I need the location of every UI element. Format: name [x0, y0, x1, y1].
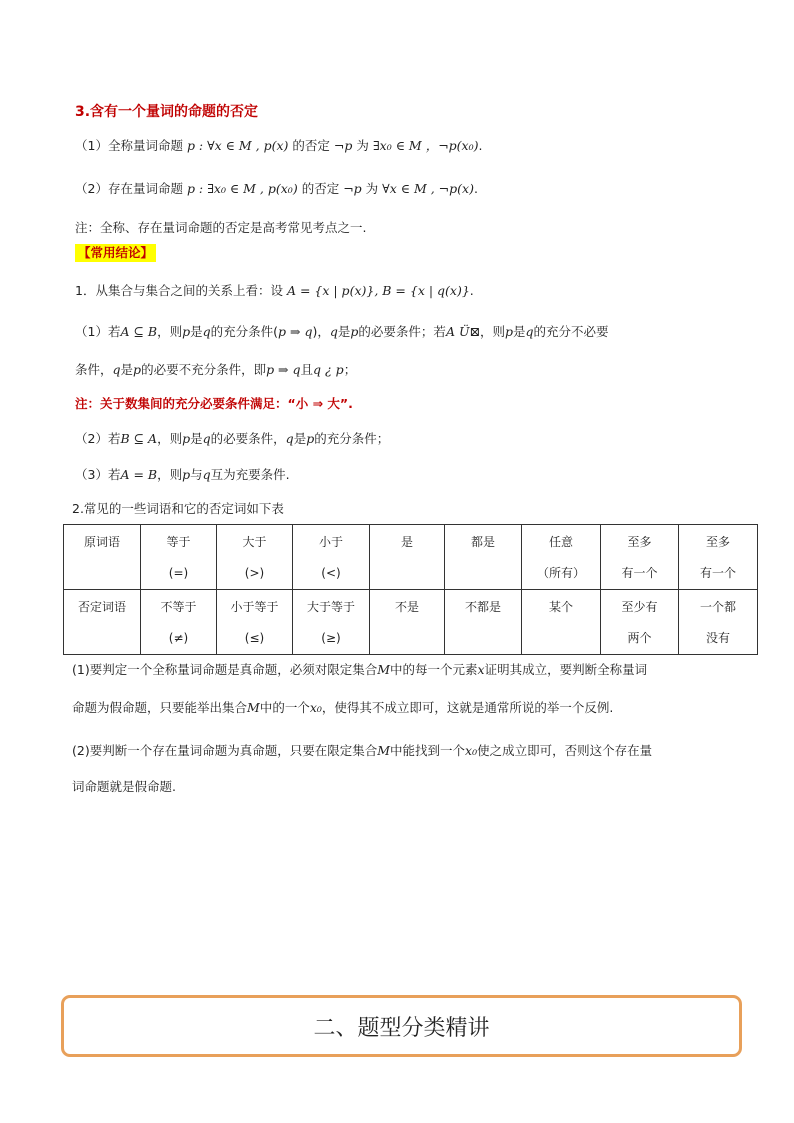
table-row-negated — [64, 590, 758, 655]
red-note: 注：关于数集间的充分必要条件满足：“小 ⇒ 大”. — [75, 396, 353, 411]
table-cell: 不都是 — [445, 590, 522, 655]
paragraph-2-line-2: 词命题就是假命题. — [72, 779, 176, 794]
table-cell: 等于 (=) — [141, 525, 217, 590]
table-cell: 不等于 (≠) — [141, 590, 217, 655]
table-cell: 一个都 没有 — [679, 590, 758, 655]
common-conclusions-tag: 【常用结论】 — [75, 244, 156, 262]
negation-words-table — [63, 524, 758, 655]
paragraph-2-line-1: (2)要判断一个存在量词命题为真命题，只要在限定集合M中能找到一个x₀使之成立即可，否则这个存在量 — [72, 743, 653, 758]
table-cell: 大于等于 (≥) — [293, 590, 370, 655]
table-cell: 至多 有一个 — [601, 525, 679, 590]
table-row-original — [64, 525, 758, 590]
section-title-box — [61, 995, 742, 1057]
table-cell: 至多 有一个 — [679, 525, 758, 590]
item-2-existential-negation: （2）存在量词命题 p : ∃x₀ ∈ M , p(x₀) 的否定 ¬p 为 ∀x ∈ M , ¬p(x). — [75, 181, 478, 196]
table-cell: 小于 (<) — [293, 525, 370, 590]
table-cell: 都是 — [445, 525, 522, 590]
table-cell: 小于等于 (≤) — [217, 590, 293, 655]
table-cell: 是 — [370, 525, 445, 590]
conclusion-1-part1-line1: （1）若A ⊆ B，则p是q的充分条件(p ⇒ q)，q是p的必要条件；若A Ü⊠，则p是q的充分不必要 — [75, 324, 609, 339]
item-1-universal-negation: （1）全称量词命题 p : ∀x ∈ M , p(x) 的否定 ¬p 为 ∃x₀ ∈ M ，¬p(x₀). — [75, 138, 483, 153]
table-cell: 某个 — [522, 590, 601, 655]
note-text: 注：全称、存在量词命题的否定是高考常见考点之一. — [75, 220, 367, 235]
table-cell: 大于 (>) — [217, 525, 293, 590]
conclusion-1-part1-line2: 条件，q是p的必要不充分条件，即p ⇒ q且q ¿ p； — [75, 362, 357, 377]
conclusion-1-part3: （3）若A = B，则p与q互为充要条件. — [75, 467, 290, 482]
conclusion-1: 1．从集合与集合之间的关系上看：设 A = {x | p(x)}, B = {x | q(x)}. — [75, 283, 474, 298]
table-cell: 任意 （所有） — [522, 525, 601, 590]
table-intro: 2.常见的一些词语和它的否定词如下表 — [72, 501, 284, 516]
section-heading: 3.含有一个量词的命题的否定 — [75, 104, 259, 120]
table-cell: 原词语 — [64, 525, 141, 590]
table-cell: 否定词语 — [64, 590, 141, 655]
conclusion-1-part2: （2）若B ⊆ A，则p是q的必要条件，q是p的充分条件； — [75, 431, 390, 446]
table-cell: 至少有 两个 — [601, 590, 679, 655]
table-cell: 不是 — [370, 590, 445, 655]
paragraph-1-line-1: (1)要判定一个全称量词命题是真命题，必须对限定集合M中的每一个元素x证明其成立，要判断全称量词 — [72, 662, 648, 677]
paragraph-1-line-2: 命题为假命题，只要能举出集合M中的一个x₀，使得其不成立即可，这就是通常所说的举一个反例. — [72, 700, 614, 715]
section-title: 二、题型分类精讲 — [313, 1015, 490, 1041]
